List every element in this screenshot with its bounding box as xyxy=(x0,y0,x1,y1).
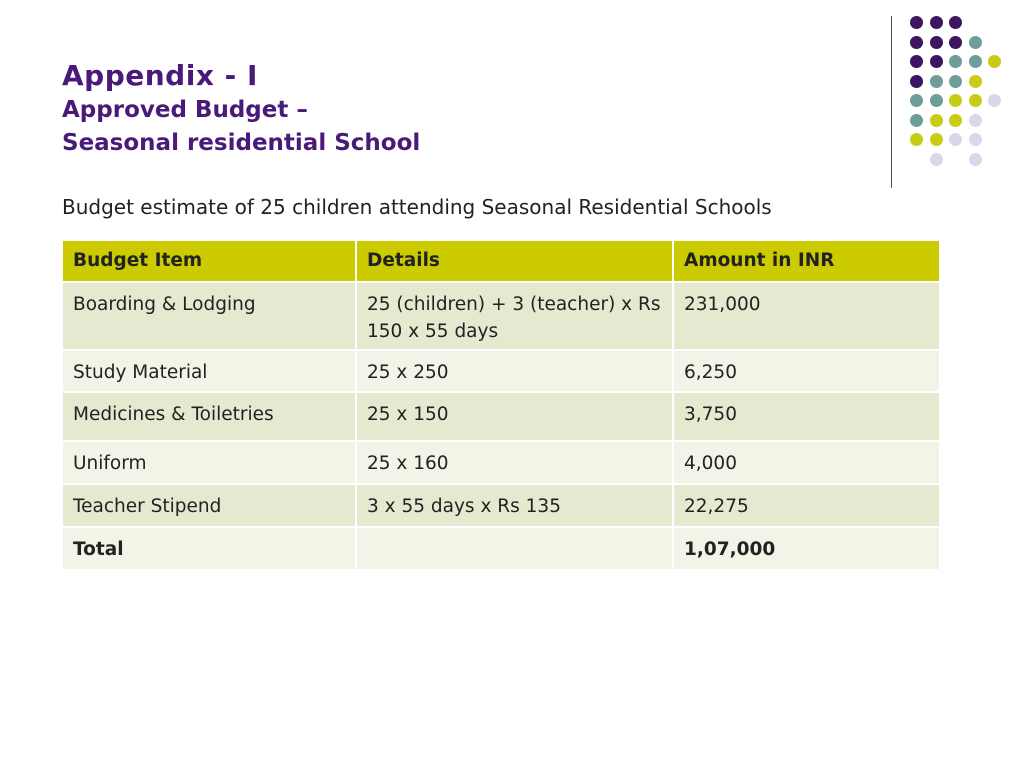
cell-details: 25 x 250 xyxy=(356,350,673,392)
cell-details: 25 x 150 xyxy=(356,392,673,441)
decor-dot xyxy=(949,55,962,68)
decor-dot xyxy=(930,114,943,127)
vertical-divider xyxy=(891,16,892,188)
decor-dot xyxy=(949,75,962,88)
table-row xyxy=(62,350,940,392)
decor-dot xyxy=(969,94,982,107)
cell-amount: 231,000 xyxy=(673,282,940,350)
table-row xyxy=(62,441,940,484)
budget-description: Budget estimate of 25 children attending Seasonal Residential Schools xyxy=(62,195,772,219)
decor-dot xyxy=(930,75,943,88)
cell-amount: 6,250 xyxy=(673,350,940,392)
decor-dot xyxy=(910,94,923,107)
decor-dot xyxy=(949,114,962,127)
decor-dot xyxy=(910,114,923,127)
cell-amount: 4,000 xyxy=(673,441,940,484)
decor-dot xyxy=(969,36,982,49)
table-row xyxy=(62,282,940,350)
header-details: Details xyxy=(356,240,673,282)
budget-table xyxy=(61,239,941,571)
header-amount: Amount in INR xyxy=(673,240,940,282)
cell-item: Boarding & Lodging xyxy=(62,282,356,350)
cell-details xyxy=(356,527,673,570)
decor-dot xyxy=(949,94,962,107)
cell-item: Uniform xyxy=(62,441,356,484)
decor-dot xyxy=(949,16,962,29)
decor-dot xyxy=(969,55,982,68)
decor-dot xyxy=(969,153,982,166)
decor-dot xyxy=(969,75,982,88)
cell-amount: 1,07,000 xyxy=(673,527,940,570)
decor-dot xyxy=(988,94,1001,107)
decor-dot xyxy=(910,55,923,68)
decor-dot xyxy=(910,16,923,29)
decor-dot xyxy=(910,36,923,49)
cell-item: Medicines & Toiletries xyxy=(62,392,356,441)
cell-amount: 22,275 xyxy=(673,484,940,527)
cell-item: Teacher Stipend xyxy=(62,484,356,527)
table-header-row xyxy=(62,240,940,282)
cell-item: Study Material xyxy=(62,350,356,392)
decor-dot xyxy=(930,133,943,146)
decor-dot xyxy=(988,55,1001,68)
cell-details: 3 x 55 days x Rs 135 xyxy=(356,484,673,527)
title-block xyxy=(62,58,420,160)
page-title: Appendix - I xyxy=(62,59,258,92)
table-row xyxy=(62,484,940,527)
cell-item: Total xyxy=(62,527,356,570)
decor-dot xyxy=(910,133,923,146)
table-total-row xyxy=(62,527,940,570)
decorative-dot-grid xyxy=(910,16,1010,166)
decor-dot xyxy=(949,133,962,146)
decor-dot xyxy=(969,114,982,127)
cell-details: 25 (children) + 3 (teacher) x Rs 150 x 55 days xyxy=(356,282,673,350)
table-row xyxy=(62,392,940,441)
page-subtitle-line-1: Approved Budget – xyxy=(62,97,308,123)
page-subtitle-line-2: Seasonal residential School xyxy=(62,130,421,156)
decor-dot xyxy=(930,16,943,29)
decor-dot xyxy=(930,36,943,49)
header-budget-item: Budget Item xyxy=(62,240,356,282)
cell-details: 25 x 160 xyxy=(356,441,673,484)
decor-dot xyxy=(930,153,943,166)
decor-dot xyxy=(930,55,943,68)
decor-dot xyxy=(910,75,923,88)
decor-dot xyxy=(969,133,982,146)
decor-dot xyxy=(949,36,962,49)
decor-dot xyxy=(930,94,943,107)
cell-amount: 3,750 xyxy=(673,392,940,441)
